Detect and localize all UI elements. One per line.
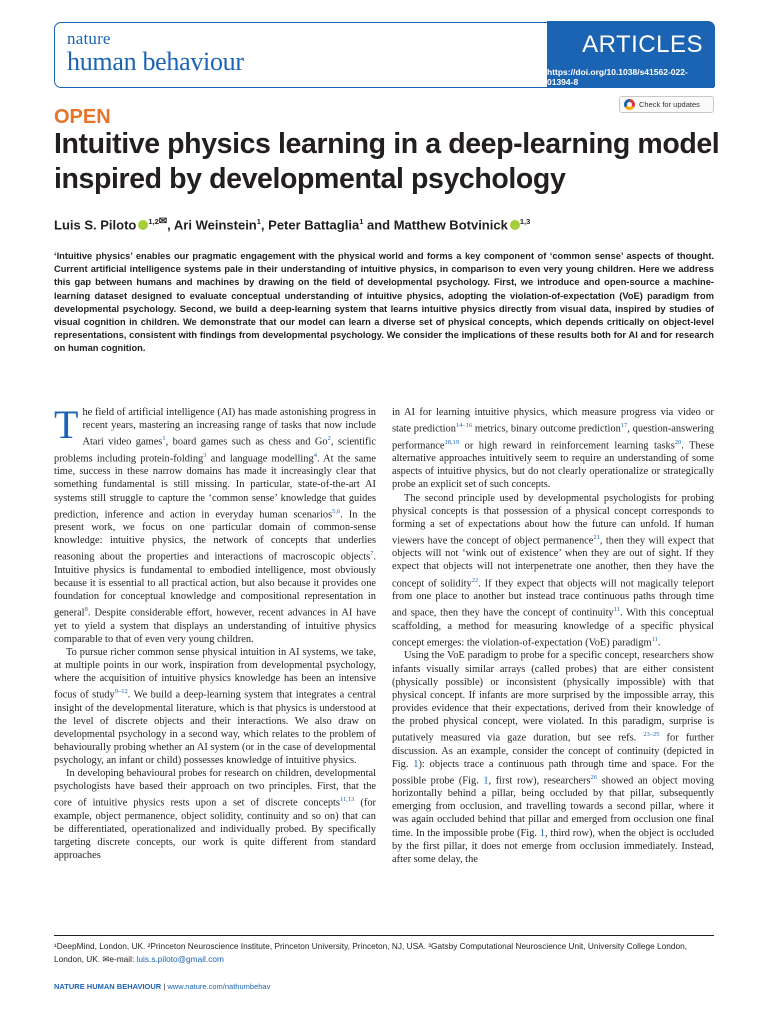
orcid-icon[interactable] [510, 220, 520, 230]
reference-link[interactable]: 22 [471, 576, 479, 584]
section-tab [547, 21, 715, 87]
body-text: in AI for learning intuitive physics, which measure progress via video or state prediction [392, 407, 714, 435]
author-affiliation: 1,3 [519, 217, 531, 226]
figure-link[interactable]: 1 [539, 827, 545, 839]
reference-link[interactable]: 1 [162, 435, 166, 443]
body-text: In developing behavioural probes for research on children, developmental psychologists have based their approach on two principles. First, that the core of intuitive physics rests upon a set of discrete concepts [54, 768, 376, 809]
affiliations-text: ¹DeepMind, London, UK. ²Princeton Neuroscience Institute, Princeton University, Princeton, NJ, USA. ³Gatsby Computational Neuroscience Unit, University College London, London, UK. ✉e-mail: [54, 941, 688, 964]
reference-link[interactable]: 26 [590, 773, 598, 781]
journal-prefix: nature [67, 29, 111, 48]
reference-link[interactable]: 3 [203, 451, 207, 459]
body-text: , scientific problems including protein-folding [54, 436, 376, 465]
footer-site-link[interactable]: www.nature.com/nathumbehav [167, 982, 271, 991]
body-text: metrics, binary outcome prediction [472, 423, 621, 435]
page-footer [54, 982, 270, 991]
check-updates-label: Check for updates [639, 100, 700, 109]
body-text: . At the same time, success in these narrow domains has made it increasingly clear that something fundamental is still missing. In particular, state-of-the-art AI systems still struggle to capture the ‘common sense’ knowledge that guides prediction, inference and action in everyday human scenarios [54, 453, 376, 521]
orcid-icon[interactable] [138, 220, 148, 230]
journal-name[interactable]: human behaviour [67, 47, 244, 76]
author-affiliation: 1,2 [148, 217, 159, 226]
body-text: , question-answering performance [392, 423, 714, 452]
reference-link[interactable]: 11 [613, 606, 620, 614]
reference-link[interactable]: 14–16 [455, 422, 473, 430]
body-paragraph [54, 646, 376, 767]
body-text: , first row), researchers [488, 775, 591, 787]
author-affiliation: 1 [256, 217, 261, 226]
body-paragraph [54, 767, 376, 862]
figure-link[interactable]: 1 [483, 775, 489, 787]
footer-separator: | [161, 982, 168, 991]
section-label: ARTICLES [582, 31, 703, 58]
body-column-right [392, 406, 714, 866]
reference-link[interactable]: 11,13 [339, 796, 355, 804]
reference-link[interactable]: 9–12 [114, 688, 128, 696]
open-access-label: OPEN [54, 106, 111, 128]
body-text: . Despite considerable effort, however, recent advances in AI have yet to yield a system that displays an understanding of intuitive physics comparable to that of even very young children. [54, 607, 376, 645]
figure-link[interactable]: 1 [413, 758, 419, 770]
footnote-divider [54, 935, 714, 936]
author-list [54, 216, 734, 232]
crossmark-icon [624, 99, 635, 110]
body-text: . With this conceptual scaffolding, a method for measuring knowledge of a specific physical concept emerges: the violation-of-expectation (VoE) paradigm [392, 607, 714, 649]
reference-link[interactable]: 7 [370, 550, 374, 558]
body-text: The second principle used by developmental psychologists for probing physical concepts is that possession of a physical concept corresponds to forming a set of expectations about how the future can unfold. If human viewers have the concept of object permanence [392, 492, 714, 547]
body-text: , then they will expect that objects will not ‘wink out of existence’ when they are out of sight. If they expect that objects will not interpenetrate one another, then they have the concept of solidity [392, 535, 714, 589]
body-column-left [54, 402, 376, 862]
journal-header [54, 22, 714, 88]
author-name[interactable]: Luis S. Piloto [54, 217, 137, 233]
body-text: (for example, object permanence, object solidity, continuity and so on) that can be differentiated, operationalized and individually probed. By specifically targeting discrete concepts, our work is quite different from standard approaches [54, 797, 376, 862]
body-text: or high reward in reinforcement learning tasks [459, 440, 675, 452]
reference-link[interactable]: 5,6 [332, 507, 341, 515]
body-text: . [657, 637, 661, 649]
mail-icon[interactable]: ✉ [158, 216, 168, 227]
reference-link[interactable]: 4 [313, 451, 317, 459]
body-text: for further discussion. As an example, consider the concept of continuity (depicted in Fig. [392, 732, 714, 770]
body-text: . We build a deep-learning system that integrates a central insight of the developmental literature, which is that physics is understood at the level of discrete objects and their interactions. We also draw on developmental psychology in a second way, which relates to the problem of behaviourally probing whether an AI system (or in the case of developmental psychology, an infant or child) possesses knowledge of intuitive physics. [54, 689, 376, 767]
author-name[interactable]: , Ari Weinstein [167, 217, 257, 233]
reference-link[interactable]: 21 [593, 533, 600, 541]
footer-journal: NATURE HUMAN BEHAVIOUR [54, 982, 162, 991]
reference-link[interactable]: 17 [620, 422, 628, 430]
reference-link[interactable]: 20 [674, 438, 682, 446]
body-text: . Intuitive physics is fundamental to embodied intelligence, most obviously because it is essential to all practical action, but also because it provides one foundation for conceptual knowledge and compositional representation in general [54, 551, 376, 619]
reference-link[interactable]: 18,19 [444, 438, 460, 446]
body-text: . These alternative approaches intuitively seem to require an understanding of some aspects of intuitive physics, but do not clearly operationalize or strategically probe an explicit set of such concepts. [392, 440, 714, 491]
author-affiliation: 1 [359, 217, 364, 226]
author-name[interactable]: , Peter Battaglia [260, 217, 360, 233]
body-text: , board games such as chess and Go [165, 436, 328, 448]
article-title: Intuitive physics learning in a deep-learning model inspired by developmental psychology [54, 128, 720, 195]
drop-cap: T [54, 402, 79, 447]
reference-link[interactable]: 23–25 [643, 730, 660, 738]
body-text: To pursue richer common sense physical intuition in AI systems, we take, at multiple points in our work, inspiration from developmental psychology, where the acquisition of intuitive physics knowledge has been an intensive focus of study [54, 646, 376, 701]
reference-link[interactable]: 11 [651, 635, 658, 643]
reference-link[interactable]: 8 [84, 606, 88, 614]
author-name[interactable]: and Matthew Botvinick [363, 217, 508, 233]
body-paragraph [54, 402, 376, 646]
body-text: showed an object moving horizontally behind a pillar, being occluded by that pillar, subsequently emerging from occlusion, and travelling towards a second pillar, where it was again occluded behind that pillar and emerged from occlusion one final time. In the impossible probe (Fig. [392, 775, 714, 839]
affiliations-footnote [54, 940, 714, 965]
reference-link[interactable]: 2 [327, 435, 331, 443]
abstract: ‘Intuitive physics’ enables our pragmatic engagement with the physical world and forms a key component of ‘common sense’ aspects of thought. Current artificial intelligence systems pale in their understanding of intuitive physics, in comparison to even very young children. Here we address this gap between humans and machines by drawing on the field of developmental psychology. First, we introduce and open-source a machine-learning dataset designed to evaluate conceptual understanding of intuitive physics, adopting the violation-of-expectation (VoE) paradigm from developmental psychology. Second, we build a deep-learning system that learns intuitive physics directly from visual data, inspired by studies of visual cognition in children. We demonstrate that our model can learn a diverse set of physical concepts, which depends critically on object-level representations, consistent with findings from developmental psychology. We consider the implications of these results both for AI and for research on human cognition. [54, 251, 714, 354]
body-paragraph [392, 406, 714, 492]
body-text: he field of artificial intelligence (AI) has made astonishing progress in recent years, mastering an increasing range of tasks that now include Atari video games [82, 407, 376, 448]
email-link[interactable]: luis.s.piloto@gmail.com [136, 953, 224, 964]
check-updates-button[interactable] [619, 96, 714, 113]
body-text: and language modelling [206, 453, 314, 465]
body-text: , third row), when the object is occluded by the first pillar, it does not emerge from occlusion immediately. Instead, after some delay, the [392, 827, 714, 865]
body-text: ): objects trace a continuous path through time and space. For the possible probe (Fig. [392, 758, 714, 787]
doi-link[interactable]: https://doi.org/10.1038/s41562-022-01394-8 [547, 67, 688, 87]
body-paragraph [392, 492, 714, 650]
body-text: Using the VoE paradigm to probe for a specific concept, researchers show infants visually similar arrays (called probes) that are either consistent (physically possible) or inconsistent (physically impossible) with that physical concept. If infants are more surprised by the impossible array, this provides evidence that their expectations, derived from their knowledge of the probed physical concept, were violated. In this paradigm, surprise is putatively measured via gaze duration, but see refs. [392, 650, 714, 744]
body-paragraph [392, 649, 714, 865]
body-text: . If they expect that objects will not magically teleport from one place to another but instead trace continuous paths through time and space, then they have the concept of continuity [392, 578, 714, 619]
body-text: . In the present work, we focus on one particular domain of common-sense knowledge: intuitive physics, the network of concepts that underlies reasoning about the properties and interactions of macroscopic objects [54, 509, 376, 563]
